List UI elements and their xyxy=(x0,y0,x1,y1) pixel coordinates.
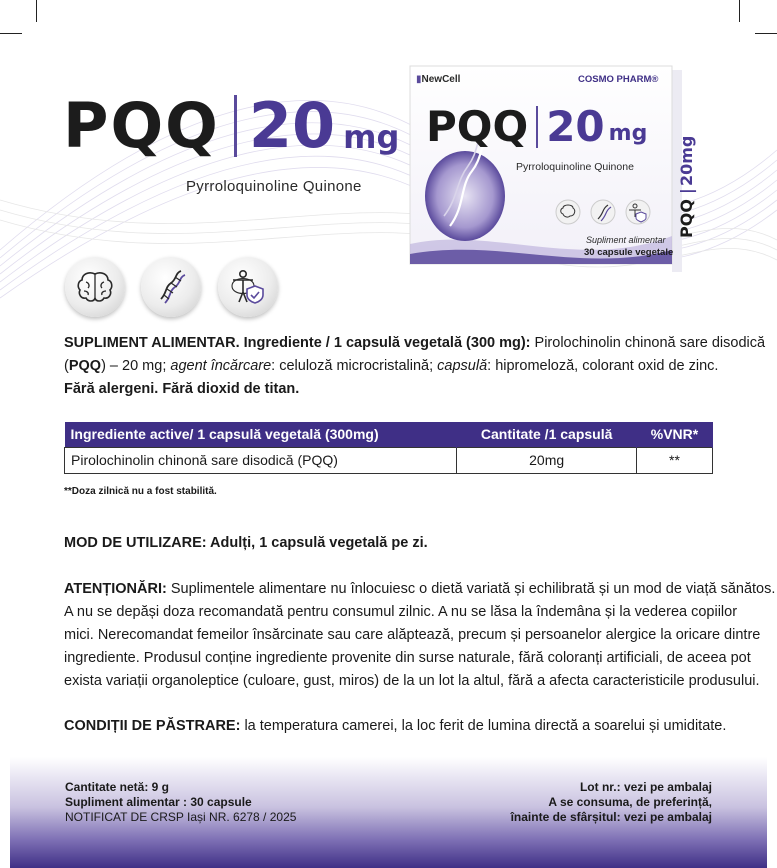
ingredients-lead-rest: Pirolochinolin chinonă sare disodică xyxy=(530,335,766,351)
box-subtitle: Pyrroloquinoline Quinone xyxy=(516,161,634,173)
svg-text:|: | xyxy=(677,188,696,194)
warnings-line xyxy=(64,578,776,601)
net-quantity: Cantitate netă: 9 g xyxy=(65,780,170,794)
box-type: Supliment alimentar xyxy=(586,235,666,245)
supplement-count: Supliment alimentar : 30 capsule xyxy=(65,795,252,809)
box-product-name: PQQ xyxy=(426,102,529,151)
usage-line: MOD DE UTILIZARE: Adulți, 1 capsulă vegetală pe zi. xyxy=(64,535,428,551)
ingredients-dose: ) – 20 mg; xyxy=(101,358,171,374)
warnings-line: exista variații organoleptice (culoare, gust, miros) de la un lot la altul, fără a afecta caracteristicile produsului. xyxy=(64,673,760,689)
table-cell-vnr: ** xyxy=(637,447,713,473)
allergens-line: Fără alergeni. Fără dioxid de titan. xyxy=(64,381,300,397)
ingredients-pqq: PQQ xyxy=(68,358,102,374)
hero-title xyxy=(63,89,400,162)
hero-separator xyxy=(234,95,237,157)
warnings-line: mici. Nerecomandat femeilor însărcinate sau care alăptează, precum și persoanelor alergice la oricare dintre xyxy=(64,627,761,643)
box-dose: 20 xyxy=(546,102,605,151)
body-shield-icon xyxy=(218,257,278,317)
capsule-label: capsulă xyxy=(437,358,488,374)
agent-label: agent încărcare xyxy=(170,358,272,374)
table-cell-quantity: 20mg xyxy=(457,447,637,473)
table-cell-ingredient: Pirolochinolin chinonă sare disodică (PQQ) xyxy=(65,447,457,473)
svg-text:20mg: 20mg xyxy=(677,135,696,186)
product-box-image xyxy=(410,66,696,274)
hero-dose-unit: mg xyxy=(343,118,400,156)
table-row xyxy=(65,447,713,473)
best-before-label: A se consuma, de preferință, xyxy=(548,795,712,809)
box-dose-unit: mg xyxy=(608,121,648,146)
box-maker: COSMO PHARM® xyxy=(578,74,659,85)
ingredients-line-2 xyxy=(64,355,724,378)
box-brand-mark-icon: ▮ xyxy=(416,74,422,85)
warnings-paragraph xyxy=(64,578,776,693)
ingredients-paragraph xyxy=(64,332,766,401)
box-separator xyxy=(536,106,538,148)
box-title xyxy=(426,102,648,151)
storage-line xyxy=(64,715,726,738)
table-footnote: **Doza zilnică nu a fost stabilită. xyxy=(64,486,217,497)
footer-right xyxy=(511,780,712,825)
dna-icon xyxy=(141,257,201,317)
box-count: 30 capsule vegetale xyxy=(584,247,674,258)
storage-label: CONDIȚII DE PĂSTRARE: xyxy=(64,718,241,734)
warnings-line: ingrediente. Produsul conține ingrediente provenite din surse naturale, fără coloranți artificiali, de aceea pot xyxy=(64,650,751,666)
hero-dose: 20 xyxy=(248,89,336,162)
table-header-quantity: Cantitate /1 capsulă xyxy=(457,422,637,447)
table-header-ingredient: Ingrediente active/ 1 capsulă vegetală (300mg) xyxy=(65,422,457,447)
storage-text: la temperatura camerei, la loc ferit de lumina directă a soarelui și umiditate. xyxy=(240,718,727,734)
agent-text: : celuloză microcristalină; xyxy=(271,358,438,374)
svg-text:PQQ: PQQ xyxy=(677,199,696,238)
ingredients-paren-open: ( xyxy=(64,358,69,374)
warnings-line: A nu se depăși doza recomandată pentru consumul zilnic. A nu se lăsa la îndemâna și la vederea copiilor xyxy=(64,604,738,620)
active-ingredients-table xyxy=(64,422,713,474)
table-header-vnr: %VNR* xyxy=(637,422,713,447)
box-brand xyxy=(416,74,460,85)
lot-number: Lot nr.: vezi pe ambalaj xyxy=(579,780,712,794)
best-before-value: înainte de sfârșitul: vezi pe ambalaj xyxy=(510,810,712,824)
box-brand-name: NewCell xyxy=(421,74,461,85)
warnings-text-1: Suplimentele alimentare nu înlocuiesc o dietă variată și echilibrată și un mod de viață sănătos. xyxy=(166,581,776,597)
hero-product-name: PQQ xyxy=(63,89,220,162)
ingredients-lead: SUPLIMENT ALIMENTAR. Ingrediente / 1 capsulă vegetală (300 mg): xyxy=(64,335,531,351)
notification-number: NOTIFICAT DE CRSP Iași NR. 6278 / 2025 xyxy=(65,810,297,824)
table-header-row xyxy=(65,422,713,447)
ingredients-line-1 xyxy=(64,332,766,355)
footer-left xyxy=(65,780,296,825)
warnings-label: ATENȚIONĂRI: xyxy=(64,581,167,597)
hero-subtitle: Pyrroloquinoline Quinone xyxy=(186,178,362,195)
capsule-text: : hipromeloză, colorant oxid de zinc. xyxy=(487,358,719,374)
brain-icon xyxy=(65,257,125,317)
